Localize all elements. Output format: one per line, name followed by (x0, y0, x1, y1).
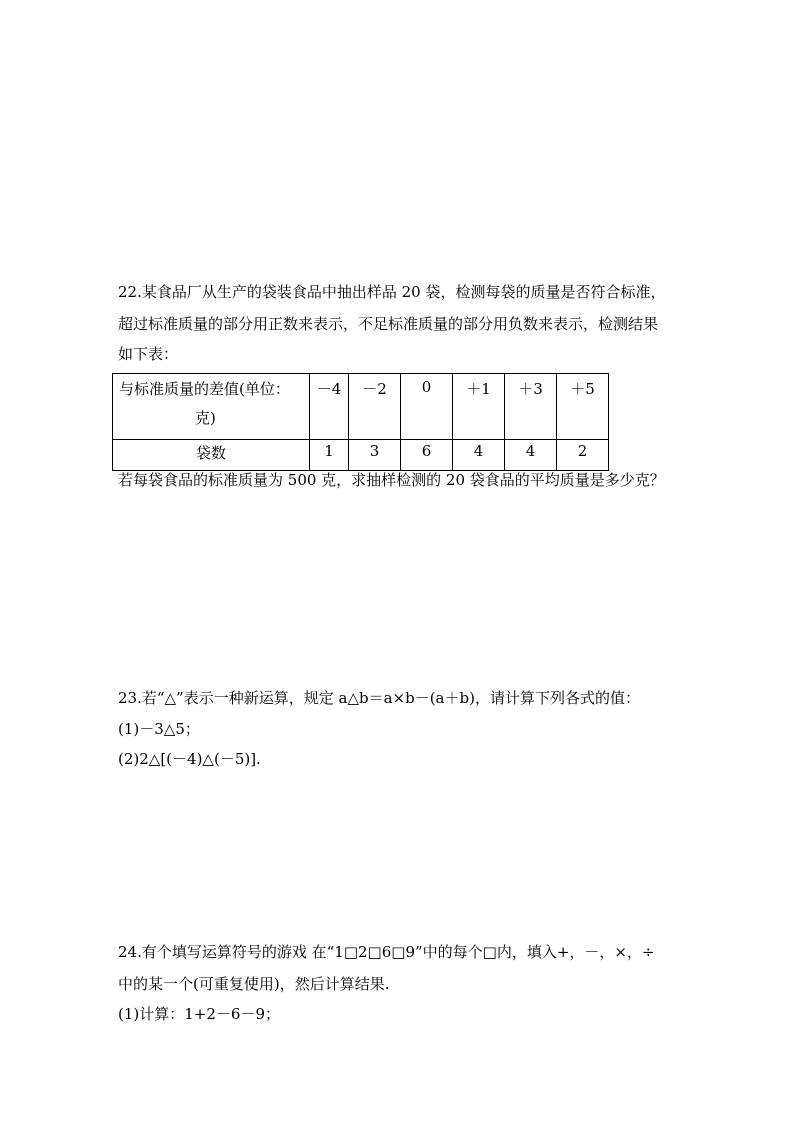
q23-part-1: (1)－3△5； (118, 720, 200, 738)
table-cell-diff: ＋3 (505, 374, 557, 440)
table-cell-diff: 0 (401, 374, 453, 440)
q22-question: 若每袋食品的标准质量为 500 克，求抽样检测的 20 袋食品的平均质量是多少克？ (118, 471, 665, 489)
table-cell-count: 2 (557, 440, 609, 471)
table-cell-count: 6 (401, 440, 453, 471)
q22-text-line-3: 如下表： (118, 345, 179, 363)
table-header-difference (113, 374, 310, 440)
table-cell-count: 4 (505, 440, 557, 471)
table-header-count: 袋数 (113, 440, 310, 471)
q22-data-table (112, 373, 609, 471)
table-cell-diff: －4 (310, 374, 349, 440)
q24-text-line-1: 24.有个填写运算符号的游戏 在“1□2□6□9”中的每个□内，填入+，－，×，÷ (118, 943, 655, 961)
q22-text-line-2: 超过标准质量的部分用正数来表示，不足标准质量的部分用负数来表示，检测结果 (118, 315, 659, 333)
table-cell-diff: ＋1 (453, 374, 505, 440)
q24-part-1: (1)计算：1+2－6－9； (118, 1005, 280, 1023)
table-cell-count: 3 (349, 440, 401, 471)
q23-text-line-1: 23.若“△”表示一种新运算，规定 a△b＝a×b－(a＋b)，请计算下列各式的值： (118, 689, 640, 707)
header-label-line-2: 克) (195, 409, 216, 427)
table-cell-diff: ＋5 (557, 374, 609, 440)
table-cell-count: 1 (310, 440, 349, 471)
q22-text-line-1: 22.某食品厂从生产的袋装食品中抽出样品 20 袋，检测每袋的质量是否符合标准， (118, 283, 666, 301)
table-row-counts (113, 440, 609, 471)
q23-part-2: (2)2△[(－4)△(－5)]. (118, 750, 261, 768)
table-row-differences (113, 374, 609, 440)
header-label-line-1: 与标准质量的差值(单位： (119, 380, 290, 398)
table-cell-diff: －2 (349, 374, 401, 440)
q24-text-line-2: 中的某一个(可重复使用)，然后计算结果. (118, 975, 390, 993)
table-cell-count: 4 (453, 440, 505, 471)
